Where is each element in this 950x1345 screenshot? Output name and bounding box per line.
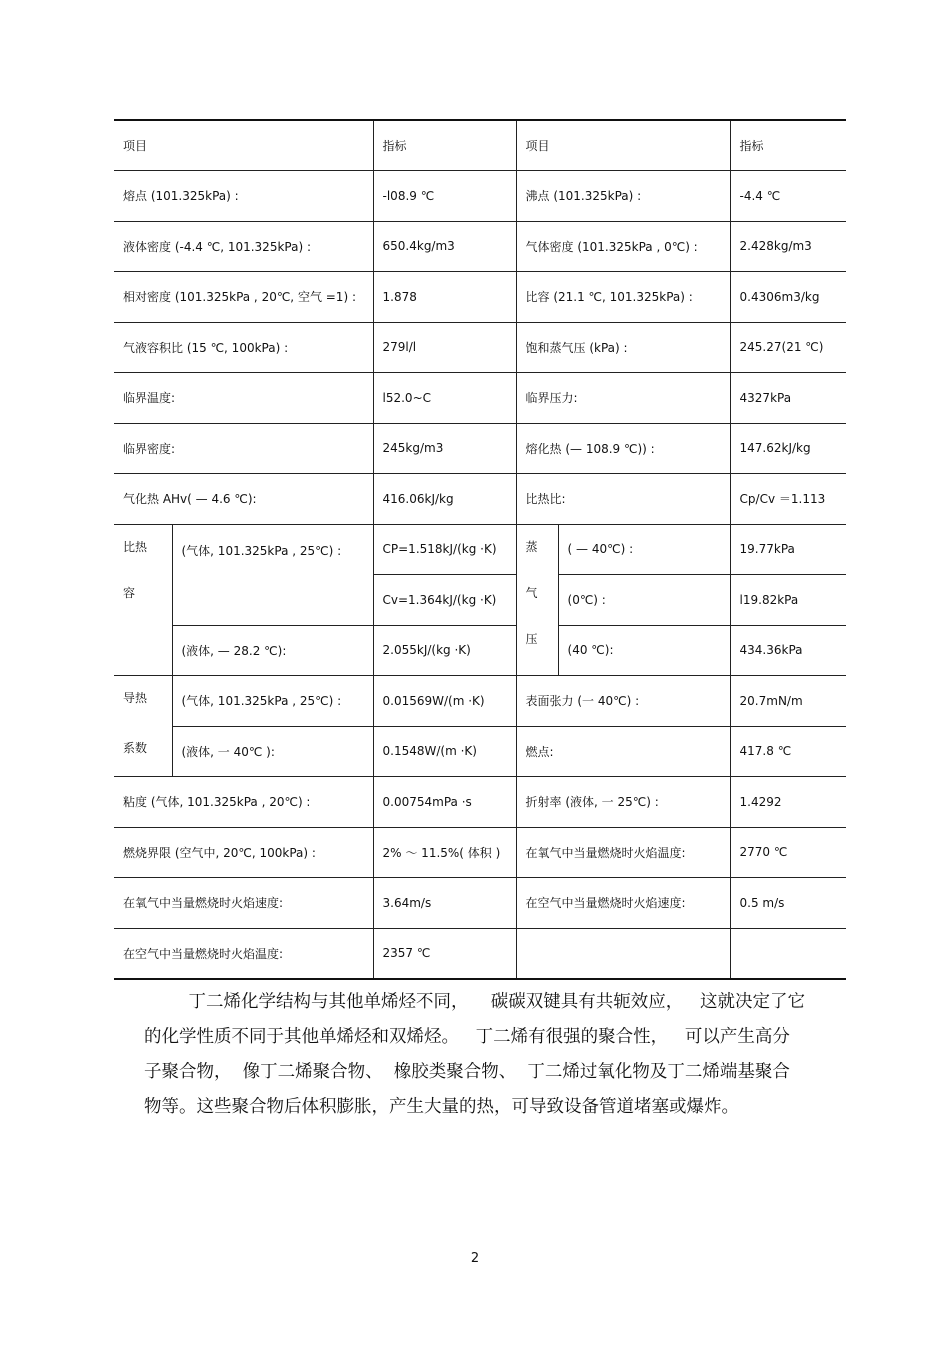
- properties-table: [114, 119, 846, 980]
- table-row: [114, 676, 846, 727]
- table-cell: 折射率 (液体, 一 25℃) :: [516, 777, 730, 828]
- table-cell: 粘度 (气体, 101.325kPa , 20℃) :: [114, 777, 373, 828]
- table-cell: 0.00754mPa ·s: [373, 777, 516, 828]
- table-cell: 气化热 AHv( — 4.6 ℃):: [114, 474, 373, 525]
- header-cell: 指标: [730, 120, 846, 171]
- table-cell: 245kg/m3: [373, 423, 516, 474]
- table-cell: 相对密度 (101.325kPa , 20℃, 空气 =1) :: [114, 272, 373, 323]
- page-number: 2: [470, 1251, 480, 1266]
- thermal-conductivity-label: [114, 676, 172, 777]
- label-part: 气: [525, 585, 538, 600]
- label-part: 比热: [123, 539, 148, 554]
- header-cell: 项目: [516, 120, 730, 171]
- table-cell: (气体, 101.325kPa , 25℃) :: [172, 676, 373, 727]
- table-row: [114, 625, 846, 676]
- paragraph-line: 丁二烯化学结构与其他单烯烃不同， 碳碳双键具有共轭效应， 这就决定了它: [144, 992, 805, 1012]
- table-cell: 在氧气中当量燃烧时火焰速度:: [114, 878, 373, 929]
- body-paragraph: [144, 985, 824, 1125]
- table-cell: 0.5 m/s: [730, 878, 846, 929]
- table-cell: (0℃) :: [558, 575, 730, 626]
- table-cell: 在氧气中当量燃烧时火焰温度:: [516, 827, 730, 878]
- paragraph-line: 子聚合物， 像丁二烯聚合物、 橡胶类聚合物、 丁二烯过氧化物及丁二烯端基聚合: [144, 1062, 790, 1082]
- table-cell: 417.8 ℃: [730, 726, 846, 777]
- table-row: [114, 777, 846, 828]
- table-cell: Cp/Cv ＝1.113: [730, 474, 846, 525]
- table-row: [114, 322, 846, 373]
- table-cell: (液体, — 28.2 ℃):: [172, 625, 373, 676]
- table-cell: (40 ℃):: [558, 625, 730, 676]
- table-row: [114, 524, 846, 575]
- label-part: 压: [525, 631, 538, 646]
- table-header-row: [114, 120, 846, 171]
- table-cell: 650.4kg/m3: [373, 221, 516, 272]
- table-cell: (气体, 101.325kPa , 25℃) :: [172, 524, 373, 625]
- header-cell: 指标: [373, 120, 516, 171]
- table-row: [114, 423, 846, 474]
- table-row: [114, 171, 846, 222]
- label-part: 导热: [123, 691, 148, 705]
- table-cell: 临界温度:: [114, 373, 373, 424]
- table-cell: ( — 40℃) :: [558, 524, 730, 575]
- table-cell: 熔点 (101.325kPa) :: [114, 171, 373, 222]
- table-cell: 熔化热 (— 108.9 ℃)) :: [516, 423, 730, 474]
- table-row: [114, 878, 846, 929]
- table-cell: l19.82kPa: [730, 575, 846, 626]
- paragraph-line: 物等。这些聚合物后体积膨胀，产生大量的热，可导致设备管道堵塞或爆炸。: [144, 1097, 739, 1117]
- table-cell: 表面张力 (一 40℃) :: [516, 676, 730, 727]
- table-cell: CP=1.518kJ/(kg ·K): [373, 524, 516, 575]
- label-part: 系数: [123, 741, 148, 755]
- table-cell: 434.36kPa: [730, 625, 846, 676]
- table-cell: 20.7mN/m: [730, 676, 846, 727]
- label-part: 容: [123, 585, 136, 600]
- vapor-pressure-label: [516, 524, 558, 676]
- table-cell: 燃烧界限 (空气中, 20℃, 100kPa) :: [114, 827, 373, 878]
- table-cell: [516, 928, 730, 979]
- table-row: [114, 928, 846, 979]
- header-cell: 项目: [114, 120, 373, 171]
- table-cell: l52.0~C: [373, 373, 516, 424]
- table-cell: 2% ～ 11.5%( 体积 ): [373, 827, 516, 878]
- table-row: [114, 827, 846, 878]
- table-cell: -l08.9 ℃: [373, 171, 516, 222]
- table-cell: 在空气中当量燃烧时火焰速度:: [516, 878, 730, 929]
- table-cell: -4.4 ℃: [730, 171, 846, 222]
- table-cell: 燃点:: [516, 726, 730, 777]
- table-cell: 0.01569W/(m ·K): [373, 676, 516, 727]
- table-cell: [730, 928, 846, 979]
- table-cell: 临界压力:: [516, 373, 730, 424]
- table-cell: 比热比:: [516, 474, 730, 525]
- table-cell: 1.878: [373, 272, 516, 323]
- table-cell: 临界密度:: [114, 423, 373, 474]
- table-row: [114, 474, 846, 525]
- table-cell: 0.1548W/(m ·K): [373, 726, 516, 777]
- table-cell: 1.4292: [730, 777, 846, 828]
- table-row: [114, 373, 846, 424]
- table-cell: Cv=1.364kJ/(kg ·K): [373, 575, 516, 626]
- table-cell: (液体, 一 40℃ ):: [172, 726, 373, 777]
- table-cell: 2770 ℃: [730, 827, 846, 878]
- table-cell: 416.06kJ/kg: [373, 474, 516, 525]
- table-cell: 在空气中当量燃烧时火焰温度:: [114, 928, 373, 979]
- table-cell: 2357 ℃: [373, 928, 516, 979]
- table-cell: 4327kPa: [730, 373, 846, 424]
- paragraph-line: 的化学性质不同于其他单烯烃和双烯烃。 丁二烯有很强的聚合性， 可以产生高分: [144, 1027, 790, 1047]
- specific-heat-label: [114, 524, 172, 676]
- table-cell: 饱和蒸气压 (kPa) :: [516, 322, 730, 373]
- table-cell: 19.77kPa: [730, 524, 846, 575]
- table-cell: 气体密度 (101.325kPa , 0℃) :: [516, 221, 730, 272]
- table-cell: 2.428kg/m3: [730, 221, 846, 272]
- table-cell: 气液容积比 (15 ℃, 100kPa) :: [114, 322, 373, 373]
- table-cell: 3.64m/s: [373, 878, 516, 929]
- table-cell: 沸点 (101.325kPa) :: [516, 171, 730, 222]
- table-cell: 液体密度 (-4.4 ℃, 101.325kPa) :: [114, 221, 373, 272]
- table-cell: 245.27(21 ℃): [730, 322, 846, 373]
- label-part: 蒸: [525, 539, 538, 554]
- table-row: [114, 221, 846, 272]
- table-row: [114, 272, 846, 323]
- table-cell: 0.4306m3/kg: [730, 272, 846, 323]
- table-cell: 比容 (21.1 ℃, 101.325kPa) :: [516, 272, 730, 323]
- table-cell: 147.62kJ/kg: [730, 423, 846, 474]
- table-cell: 279l/l: [373, 322, 516, 373]
- table-cell: 2.055kJ/(kg ·K): [373, 625, 516, 676]
- table-row: [114, 726, 846, 777]
